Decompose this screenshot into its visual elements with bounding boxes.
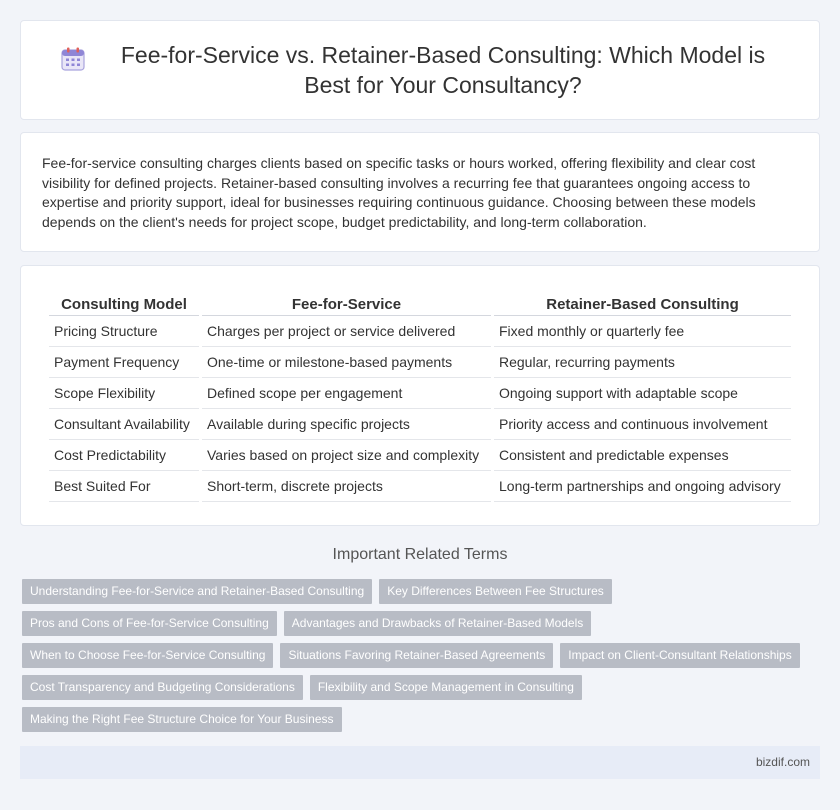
- table-cell: Payment Frequency: [49, 347, 199, 378]
- related-term-tag[interactable]: Understanding Fee-for-Service and Retainer-Based Consulting: [22, 579, 372, 604]
- related-terms-heading: Important Related Terms: [332, 546, 508, 563]
- footer: [20, 746, 820, 779]
- table-cell: Scope Flexibility: [49, 378, 199, 409]
- table-cell: Short-term, discrete projects: [202, 471, 491, 502]
- table-row: [49, 440, 791, 471]
- related-term-tag[interactable]: Pros and Cons of Fee-for-Service Consulting: [22, 611, 277, 636]
- intro-paragraph: Fee-for-service consulting charges clients based on specific tasks or hours worked, offering flexibility and clear cost visibility for defined projects. Retainer-based consulting involves a recurring fee that guarantees ongoing access to expertise and priority support, ideal for businesses requiring continuous guidance. Choosing between these models depends on the client's needs for project scope, budget predictability, and long-term collaboration.: [42, 155, 756, 230]
- table-row: [49, 409, 791, 440]
- footer-site-link[interactable]: bizdif.com: [755, 755, 810, 769]
- table-cell: Ongoing support with adaptable scope: [494, 378, 791, 409]
- header-fee-for-service: Fee-for-Service: [202, 292, 491, 316]
- table-row: [49, 471, 791, 502]
- header-retainer-based: Retainer-Based Consulting: [494, 292, 791, 316]
- table-header-row: [49, 292, 791, 316]
- table-cell: Regular, recurring payments: [494, 347, 791, 378]
- related-term-tag[interactable]: Cost Transparency and Budgeting Considerations: [22, 675, 303, 700]
- table-row: [49, 347, 791, 378]
- table-cell: One-time or milestone-based payments: [202, 347, 491, 378]
- related-terms-list: [22, 579, 822, 739]
- comparison-table: [46, 292, 794, 502]
- table-cell: Consistent and predictable expenses: [494, 440, 791, 471]
- table-cell: Cost Predictability: [49, 440, 199, 471]
- table-cell: Fixed monthly or quarterly fee: [494, 316, 791, 347]
- related-term-tag[interactable]: Situations Favoring Retainer-Based Agreements: [280, 643, 553, 668]
- comparison-card: [20, 265, 820, 526]
- table-cell: Available during specific projects: [202, 409, 491, 440]
- table-cell: Best Suited For: [49, 471, 199, 502]
- table-cell: Priority access and continuous involvement: [494, 409, 791, 440]
- intro-card: [20, 132, 820, 252]
- header-consulting-model: Consulting Model: [49, 292, 199, 316]
- table-row: [49, 378, 791, 409]
- related-term-tag[interactable]: Making the Right Fee Structure Choice for Your Business: [22, 707, 342, 732]
- table-row: [49, 316, 791, 347]
- table-cell: Pricing Structure: [49, 316, 199, 347]
- page-title: Fee-for-Service vs. Retainer-Based Consulting: Which Model is Best for Your Consultancy?: [120, 42, 766, 98]
- table-cell: Charges per project or service delivered: [202, 316, 491, 347]
- related-term-tag[interactable]: Impact on Client-Consultant Relationships: [560, 643, 799, 668]
- table-cell: Defined scope per engagement: [202, 378, 491, 409]
- related-term-tag[interactable]: When to Choose Fee-for-Service Consulting: [22, 643, 273, 668]
- table-cell: Consultant Availability: [49, 409, 199, 440]
- related-term-tag[interactable]: Key Differences Between Fee Structures: [379, 579, 612, 604]
- related-term-tag[interactable]: Advantages and Drawbacks of Retainer-Based Models: [284, 611, 592, 636]
- table-cell: Varies based on project size and complexity: [202, 440, 491, 471]
- calendar-icon: [60, 46, 86, 72]
- table-cell: Long-term partnerships and ongoing advisory: [494, 471, 791, 502]
- related-term-tag[interactable]: Flexibility and Scope Management in Consulting: [310, 675, 582, 700]
- title-card: [20, 20, 820, 120]
